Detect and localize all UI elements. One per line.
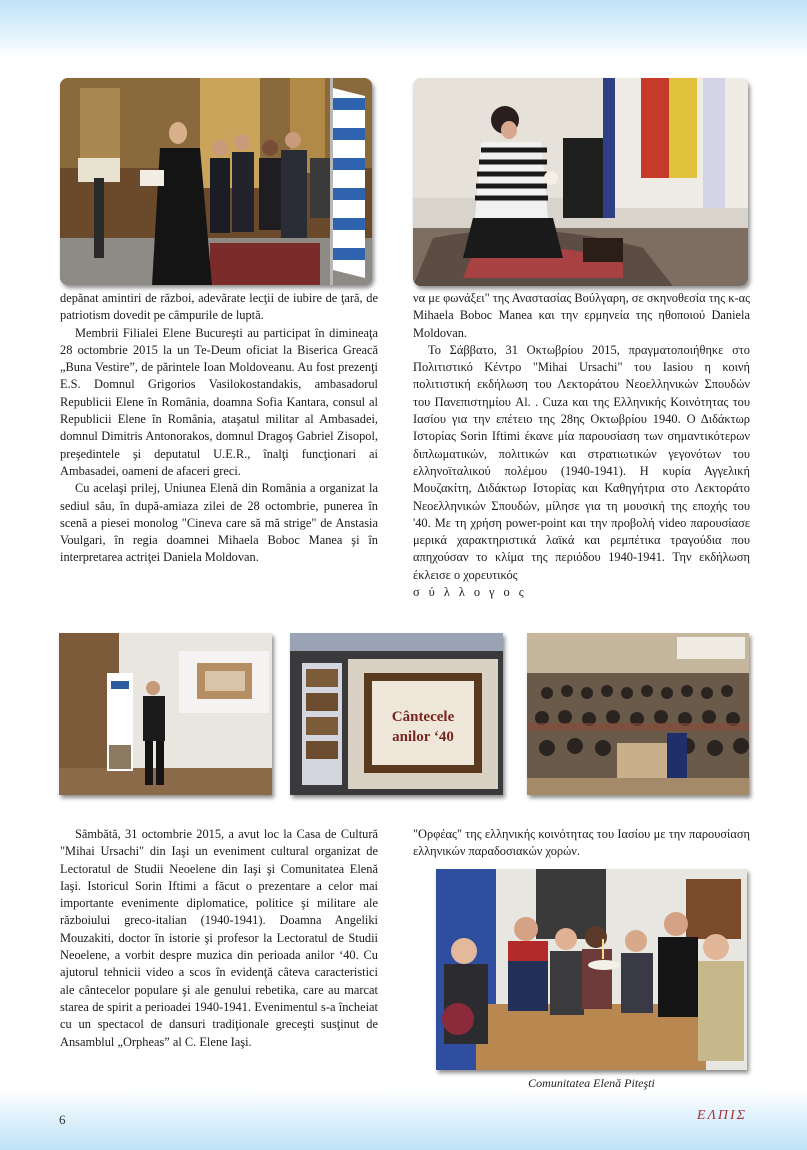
paragraph: depănat amintiri de război, adevărate lecţii de iubire de ţară, de patriotism dovedit pe câmpurile de luptă. bbox=[60, 291, 378, 323]
photo-slide-projection bbox=[290, 633, 503, 795]
photo-church-te-deum bbox=[60, 78, 372, 285]
journal-name: ΕΛΠΙΣ bbox=[696, 1108, 747, 1123]
paragraph: Membrii Filialei Elene Bucureşti au participat în dimineaţa 28 octombrie 2015 la un Te-Deum oficiat la Biserica Greacă „Buna Vestire”, de părintele Ioan Moldoveanu. Au fost prezenţi E.S. Domnul Grigorios Vasilokostandakis, ambasadorul Republicii Elene în România, doamna Sofia Kantara, consul al Republicii Elene în România, ataşatul militar al Ambasadei, domnul Dimitris Antonorakos, domnul Dragoş Gabriel Zisopol, preşedintele şi deputatul U.E.R., înalţi funcţionari ai Ambasadei, oameni de afaceri greci. bbox=[60, 325, 378, 478]
header-band bbox=[0, 0, 807, 58]
paragraph: Sâmbătă, 31 octombrie 2015, a avut loc la Casa de Cultură "Mihai Ursachi" din Iaşi un eveniment cultural organizat de Lectoratul de Studii Neoelene din Iaşi şi Comunitatea Elenă Iaşi. Istoricul Sorin Iftimi a făcut o prezentare a celor mai importante evenimente diplomatice, politice şi militare ale războiului greco-italian (1940-1941). Doamna Angeliki Mouzakiti, doctor în istorie şi profesor la Lectoratul de Studii Neoelene, a vorbit despre muzica din perioada anilor ‘40. Cu ajutorul tehnicii video a scos în evidenţă câteva caracteristici ale cântecelor populare şi ale genului rebetika, care au marcat starea de spirit a perioadei 1940-1941. Evenimentul s-a încheiat cu un spectacol de dansuri tradiţionale greceşti susţinut de Ansamblul „Orpheas” al C. Elene Iaşi. bbox=[60, 827, 378, 1049]
photo-monolog-performance bbox=[413, 78, 748, 286]
footer-band bbox=[0, 1090, 807, 1150]
article-column-bottom-right bbox=[413, 826, 750, 861]
paragraph: Το Σάββατο, 31 Οκτωβρίου 2015, πραγματοποιήθηκε στο Πολιτιστικό Κέντρο "Mihai Ursachi" του Iasiου η κοινή πολιτιστική εκδήλωση του Λεκτοράτου Νεοελληνικών Σπουδών του Πανεπιστημίου Al. . Cuza και της Ελληνικής Κοινότητας του Ιασίου για την επέτειο της 28ης Οκτωβρίου 1940. Ο Διδάκτωρ Ιστορίας Sorin Iftimi έκανε μία παρουσίαση των σημαντικότερων διπλωματικών, πολιτικών και στρατιωτικών γεγονότων του ελληνοϊταλικού πολέμου (1940-1941). Η κυρία Αγγελική Μουζακίτη, Διδάκτωρ Ιστορίας και Καθηγήτρια στο Λεκτοράτο Νεοελληνικών Σπουδών, μίλησε για τη μουσική της εποχής του '40. Με τη χρήση power-point και την προβολή video παρουσίασε μερικά χαρακτηριστικά λαϊκά και ρεμπέτικα τραγούδια που απηχούσαν το κλίμα της περιόδου 1940-1941. Την εκδήλωση έκλεισε ο χορευτικός bbox=[413, 342, 750, 582]
slide-title-line2: anilor ‘40 bbox=[392, 729, 454, 745]
page-number: 6 bbox=[59, 1112, 66, 1127]
slide-title-line1: Cântecele bbox=[391, 709, 455, 725]
article-column-top-left bbox=[60, 290, 378, 567]
paragraph: Cu acelaşi prilej, Uniunea Elenă din România a organizat la sediul său, în după-amiaza zilei de 28 octombrie, punerea în scenă a piesei monolog "Cineva care să mă strige" de Anstasia Voulgari, în regia doamnei Mihaela Boboc Manea şi în interpretarea actriţei Daniela Moldovan. bbox=[60, 481, 378, 565]
photo-audience bbox=[527, 633, 749, 795]
paragraph: να με φωνάξει" της Αναστασίας Βούλγαρη, σε σκηνοθεσία της κ-ας Mihaela Boboc Manea και την ερμηνεία της ηθοποιού Daniela Moldovan. bbox=[413, 291, 750, 340]
photo-caption: Comunitatea Elenă Piteşti bbox=[528, 1076, 655, 1090]
paragraph: "Ορφέας" της ελληνικής κοινότητας του Ιασίου με την παρουσίαση ελληνικών παραδοσιακών χορών. bbox=[413, 827, 750, 859]
article-column-top-right bbox=[413, 290, 750, 601]
paragraph-end: σύλλογος bbox=[413, 585, 533, 600]
article-column-bottom-left bbox=[60, 826, 378, 1051]
photo-speaker-presentation bbox=[59, 633, 272, 795]
photo-community-group bbox=[436, 869, 747, 1070]
